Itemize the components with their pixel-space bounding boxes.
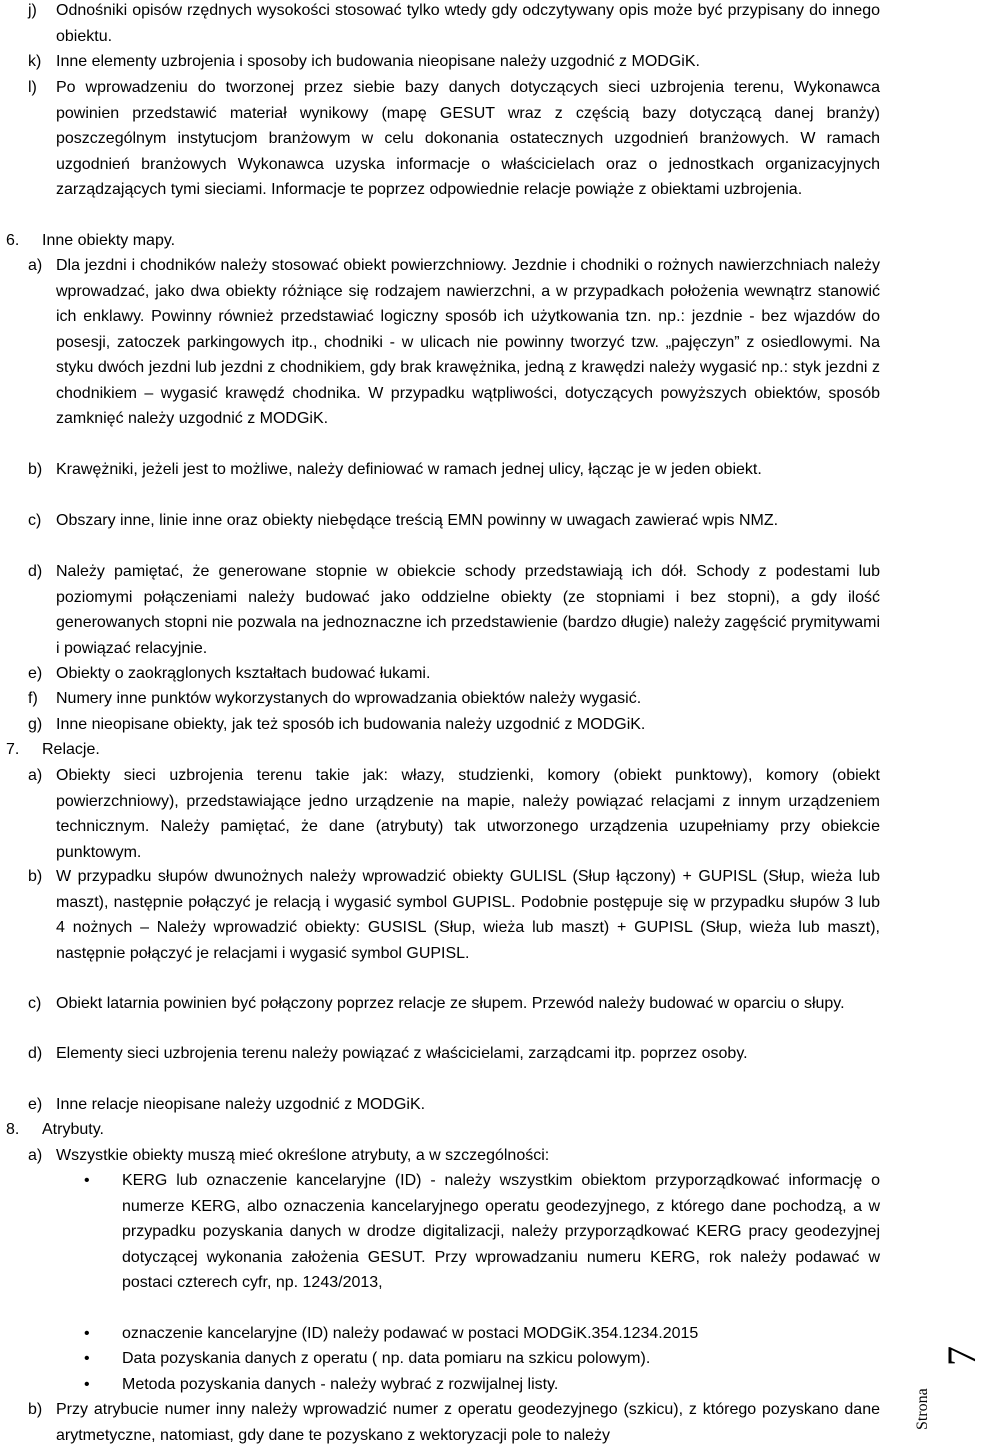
section-6-item-a-label: a) xyxy=(28,257,43,274)
bullet-date-text: Data pozyskania danych z operatu ( np. data pomiaru na szkicu polowym). xyxy=(122,1350,651,1367)
section-6-item-e-label: e) xyxy=(28,665,43,682)
section-6-item-g-label: g) xyxy=(28,716,43,733)
section-7-item-d-text: Elementy sieci uzbrojenia terenu należy powiązać z właścicielami, zarządcami itp. poprzez osoby. xyxy=(56,1045,748,1062)
section-7-item-b-text: W przypadku słupów dwunożnych należy wprowadzić obiekty GULISL (Słup łączony) + GUPISL (Słup, wieża lub maszt), następnie połączyć je relacją i wygasić symbol GUPISL. Podobnie postępuje się w przypadku słupów 3 lub 4 nożnych – Należy wprowadzić obiekty: GUSISL (Słup, wieża lub maszt) + GUPISL (Słup, wieża lub maszt), następnie połączyć je relacjami i wygasić symbol GUPISL. xyxy=(56,868,880,962)
section-6-item-b-text: Krawężniki, jeżeli jest to możliwe, należy definiować w ramach jednej ulicy, łącząc je w jeden obiekt. xyxy=(56,461,762,478)
section-7-item-a-label: a) xyxy=(28,767,43,784)
section-6-item-b-label: b) xyxy=(28,461,43,478)
section-7-item-c-text: Obiekt latarnia powinien być połączony poprzez relacje ze słupem. Przewód należy budować w oparciu o słupy. xyxy=(56,995,845,1012)
item-k-label: k) xyxy=(28,53,42,70)
section-7-heading: Relacje. xyxy=(42,741,100,758)
bullet-marker: • xyxy=(84,1350,90,1367)
bullet-id-format-text: oznaczenie kancelaryjne (ID) należy podawać w postaci MODGiK.354.1234.2015 xyxy=(122,1325,699,1342)
page-label: Strona xyxy=(914,1388,931,1430)
item-l-text: Po wprowadzeniu do tworzonej przez siebie bazy danych dotyczących sieci uzbrojenia terenu, Wykonawca powinien przedstawić materiał wynikowy (mapę GESUT wraz z częścią bazy dotyczącą danej branży) poszczególnym instytucjom branżowym w celu dokonania ostatecznych uzgodnień branżowych. W ramach uzgodnień branżowych Wykonawca uzyska informacje o właścicielach oraz o jednostkach organizacyjnych zarządzających tymi sieciami. Informacje te poprzez odpowiednie relacje powiąże z obiektami uzbrojenia. xyxy=(56,79,880,198)
section-7-item-b-label: b) xyxy=(28,868,43,885)
section-8-item-b-text: Przy atrybucie numer inny należy wprowadzić numer z operatu geodezyjnego (szkicu), z którego pozyskano dane arytmetyczne, natomiast, gdy dane te pozyskano z wektoryzacji pole to należy xyxy=(56,1401,880,1444)
item-j-label: j) xyxy=(28,2,37,19)
section-6-item-g-text: Inne nieopisane obiekty, jak też sposób ich budowania należy uzgodnić z MODGiK. xyxy=(56,716,646,733)
item-j-text: Odnośniki opisów rzędnych wysokości stosować tylko wtedy gdy odczytywany opis może być przypisany do innego obiektu. xyxy=(56,2,880,45)
section-7-item-d-label: d) xyxy=(28,1045,43,1062)
bullet-marker: • xyxy=(84,1172,90,1189)
bullet-marker: • xyxy=(84,1325,90,1342)
section-6-item-d-label: d) xyxy=(28,563,43,580)
section-6-item-c-text: Obszary inne, linie inne oraz obiekty niebędące treścią EMN powinny w uwagach zawierać wpis NMZ. xyxy=(56,512,779,529)
page-number: 7 xyxy=(939,1346,984,1366)
section-6-item-d-text: Należy pamiętać, że generowane stopnie w obiekcie schody przedstawiają ich dół. Schody z podestami lub poziomymi połączeniami należy budować jako oddzielne obiekty (ze stopniami i bez stopni), a gdy ilość generowanych stopni nie pozwala na jednoznaczne ich przedstawienie (bardzo długie) należy zagęścić prymitywami i powiązać relacyjnie. xyxy=(56,563,880,657)
page-footer xyxy=(912,1340,984,1446)
bullet-kerg-text: KERG lub oznaczenie kancelaryjne (ID) - należy wszystkim obiektom przyporządkować informację o numerze KERG, albo oznaczenia kancelaryjnego operatu geodezyjnego, z którego dane pochodzą, a w przypadku pozyskania danych w drodze digitalizacji, należy przyporządkować KERG pracy geodezyjnej dotyczącej wykonania założenia GESUT. Przy wprowadzaniu numeru KERG, rok należy podawać w postaci czterech cyfr, np. 1243/2013, xyxy=(122,1172,880,1291)
section-8-item-a-label: a) xyxy=(28,1147,43,1164)
section-7-number: 7. xyxy=(6,741,20,758)
section-6-number: 6. xyxy=(6,232,20,249)
section-6-item-a-text: Dla jezdni i chodników należy stosować obiekt powierzchniowy. Jezdnie i chodniki o rożnych nawierzchniach należy wprowadzać, jako dwa obiekty różniące się rodzajem nawierzchni, a w przypadkach położenia wewnątrz stanowić ich enklawy. Powinny również przedstawiać logiczny sposób ich użytkowania tzn. np.: jezdnie - bez wjazdów do posesji, zatoczek parkingowych itp., chodniki - w ulicach nie powinny tworzyć tzw. „pajęczyn” z osiedlowymi. Na styku dwóch jezdni lub jezdni z chodnikiem, gdy brak krawężnika, jedną z krawędzi należy wygasić np.: styk jezdni z chodnikiem – wygasić krawędź chodnika. W przypadku wątpliwości, dotyczących powyższych obiektów, sposób zamknięć należy uzgodnić z MODGiK. xyxy=(56,257,880,427)
section-7-item-e-text: Inne relacje nieopisane należy uzgodnić z MODGiK. xyxy=(56,1096,426,1113)
section-6-item-c-label: c) xyxy=(28,512,42,529)
section-8-number: 8. xyxy=(6,1121,20,1138)
section-7-item-a-text: Obiekty sieci uzbrojenia terenu takie jak: włazy, studzienki, komory (obiekt punktowy), komory (obiekt powierzchniowy), przedstawiające jedno urządzenie na mapie, należy powiązać relacjami z innym urządzeniem technicznym. Należy pamiętać, że dane (atrybuty) tak utworzonego urządzenia uzupełniamy przy obiekcie punktowym. xyxy=(56,767,880,861)
section-8-heading: Atrybuty. xyxy=(42,1121,104,1138)
bullet-method-text: Metoda pozyskania danych - należy wybrać z rozwijalnej listy. xyxy=(122,1376,559,1393)
section-7-item-e-label: e) xyxy=(28,1096,43,1113)
item-l-label: l) xyxy=(28,79,37,96)
item-k-text: Inne elementy uzbrojenia i sposoby ich budowania nieopisane należy uzgodnić z MODGiK. xyxy=(56,53,700,70)
section-6-heading: Inne obiekty mapy. xyxy=(42,232,176,249)
section-6-item-e-text: Obiekty o zaokrąglonych kształtach budować łukami. xyxy=(56,665,431,682)
section-8-item-a-text: Wszystkie obiekty muszą mieć określone atrybuty, a w szczególności: xyxy=(56,1147,550,1164)
section-6-item-f-text: Numery inne punktów wykorzystanych do wprowadzania obiektów należy wygasić. xyxy=(56,690,642,707)
section-7-item-c-label: c) xyxy=(28,995,42,1012)
bullet-marker: • xyxy=(84,1376,90,1393)
section-8-item-b-label: b) xyxy=(28,1401,43,1418)
section-6-item-f-label: f) xyxy=(28,690,38,707)
